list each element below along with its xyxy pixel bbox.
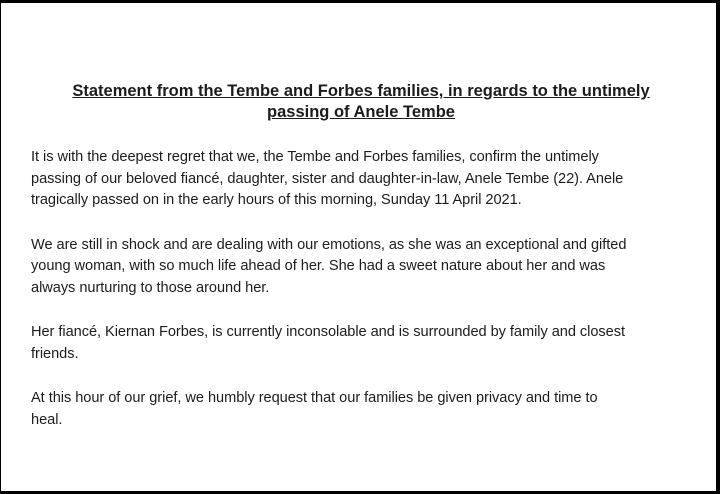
paragraph-line: We are still in shock and are dealing with our emotions, as she was an exceptional and gifted: [31, 236, 627, 253]
paragraph-line: always nurturing to those around her.: [31, 279, 270, 296]
title-line: Statement from the Tembe and Forbes families, in regards to the untimely: [72, 82, 650, 100]
paragraph-tribute: [31, 235, 691, 300]
paragraph-line: Her fiancé, Kiernan Forbes, is currently inconsolable and is surrounded by family and closest: [31, 324, 625, 340]
paragraph-privacy-request: [31, 388, 691, 431]
paragraph-line: At this hour of our grief, we humbly request that our families be given privacy and time to: [31, 390, 598, 406]
paragraph-fiance: [31, 322, 691, 365]
document-page: [1, 3, 716, 491]
paragraph-announcement: [31, 147, 691, 212]
paragraph-line: heal.: [31, 411, 63, 428]
statement-document: [31, 81, 691, 454]
paragraph-line: passing of our beloved fiancé, daughter, sister and daughter-in-law, Anele Tembe (22). Anele: [31, 170, 624, 187]
paragraph-line: friends.: [31, 345, 79, 362]
statement-title: [31, 81, 691, 123]
title-line: passing of Anele Tembe: [267, 103, 455, 121]
paragraph-line: tragically passed on in the early hours of this morning, Sunday 11 April 2021.: [31, 192, 522, 208]
paragraph-line: young woman, with so much life ahead of her. She had a sweet nature about her and was: [31, 258, 606, 274]
paragraph-line: It is with the deepest regret that we, the Tembe and Forbes families, confirm the untimely: [31, 149, 599, 165]
